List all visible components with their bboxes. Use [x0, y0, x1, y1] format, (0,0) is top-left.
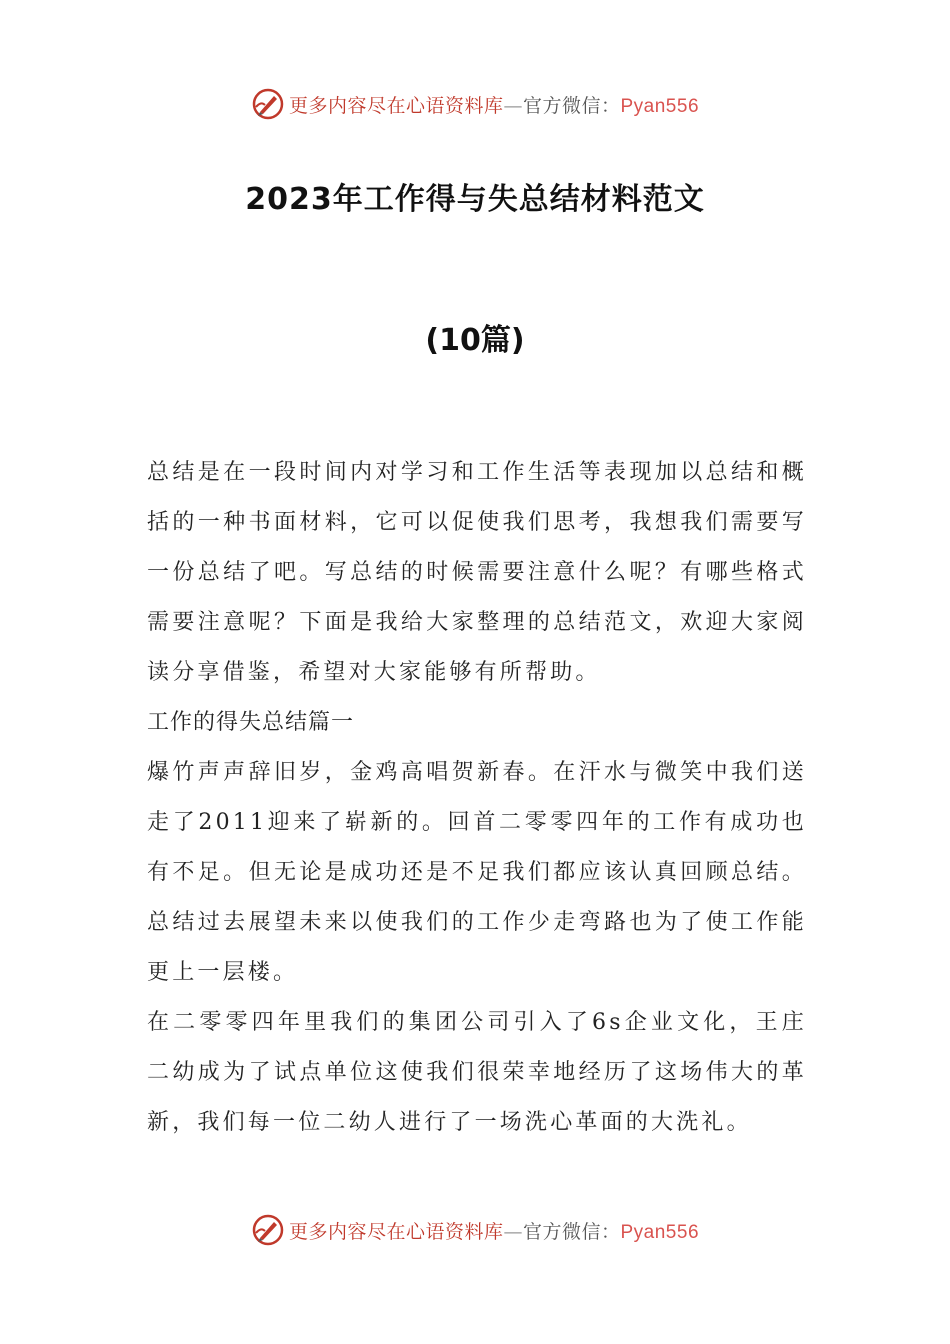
footer-banner-dash: — [503, 1220, 523, 1243]
document-body [147, 448, 807, 1148]
pen-logo-icon [251, 1213, 285, 1247]
footer-banner-main: 更多内容尽在心语资料库 [288, 1220, 504, 1243]
body-paragraph: 爆竹声声辞旧岁，金鸡高唱贺新春。在汗水与微笑中我们送走了2011迎来了崭新的。回首二零零四年的工作有成功也有不足。但无论是成功还是不足我们都应该认真回顾总结。总结过去展望未来以使我们的工作少走弯路也为了使工作能更上一层楼。 [147, 760, 807, 985]
body-paragraph: 在二零零四年里我们的集团公司引入了6s企业文化，王庄二幼成为了试点单位这使我们很荣幸地经历了这场伟大的革新，我们每一位二幼人进行了一场洗心革面的大洗礼。 [147, 1010, 807, 1135]
footer-banner [0, 1210, 950, 1250]
header-banner [0, 84, 950, 124]
header-banner-wechat-label: 官方微信： [522, 94, 621, 117]
pen-logo-icon [251, 87, 285, 121]
header-banner-main: 更多内容尽在心语资料库 [288, 94, 504, 117]
footer-banner-wechat-label: 官方微信： [522, 1220, 621, 1243]
header-banner-text [289, 91, 699, 118]
footer-banner-text [289, 1217, 699, 1244]
header-banner-dash: — [503, 94, 523, 117]
header-banner-account: Pyan556 [620, 95, 700, 117]
footer-banner-account: Pyan556 [620, 1221, 700, 1243]
document-subtitle: (10篇) [425, 323, 525, 358]
intro-paragraph: 总结是在一段时间内对学习和工作生活等表现加以总结和概括的一种书面材料，它可以促使我们思考，我想我们需要写一份总结了吧。写总结的时候需要注意什么呢？有哪些格式需要注意呢？下面是我给大家整理的总结范文，欢迎大家阅读分享借鉴，希望对大家能够有所帮助。 [147, 460, 807, 685]
section-heading: 工作的得失总结篇一 [147, 710, 355, 735]
document-title: 2023年工作得与失总结材料范文 [245, 182, 705, 217]
